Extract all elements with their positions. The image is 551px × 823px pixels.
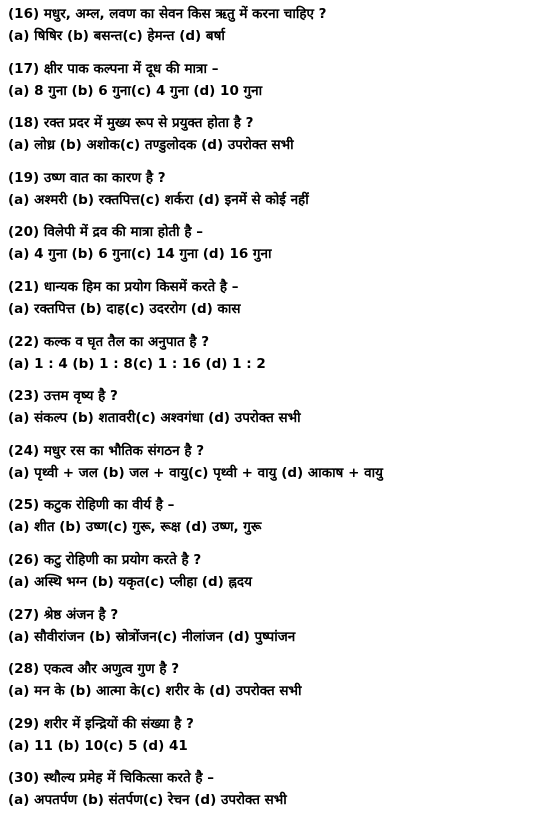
answer-options: (a) षिषिर (b) बसन्त(c) हेमन्त (d) बर्षा (8, 28, 225, 44)
answer-options: (a) 1 : 4 (b) 1 : 8(c) 1 : 16 (d) 1 : 2 (8, 355, 266, 372)
answer-options: (a) संकल्प (b) शतावरी(c) अश्वगंधा (d) उपरोक्त सभी (8, 410, 301, 427)
answer-options: (a) 4 गुना (b) 6 गुना(c) 14 गुना (d) 16 गुना (8, 246, 272, 263)
question-item (8, 659, 546, 714)
question-text: (28) एकत्व और अणुत्व गुण है ? (8, 661, 180, 678)
question-item (8, 605, 546, 660)
answer-options: (a) 11 (b) 10(c) 5 (d) 41 (8, 737, 188, 754)
answer-options: (a) पृथ्वी + जल (b) जल + वायु(c) पृथ्वी + वायु (d) आकाष + वायु (8, 464, 383, 481)
answer-options: (a) अश्मरी (b) रक्तपित्त(c) शर्करा (d) इनमें से कोई नहीं (8, 191, 309, 208)
question-text: (18) रक्त प्रदर में मुख्य रूप से प्रयुक्त होता है ? (8, 115, 254, 132)
question-list (8, 4, 546, 823)
question-text: (29) शरीर में इन्द्रियों की संख्या है ? (8, 715, 194, 732)
question-text: (30) स्थौल्य प्रमेह में चिकित्सा करते है – (8, 770, 215, 787)
question-item (8, 550, 546, 605)
question-text: (23) उत्तम वृष्य है ? (8, 388, 118, 405)
question-text: (24) मधुर रस का भौतिक संगठन है ? (8, 442, 205, 459)
question-item (8, 59, 546, 114)
question-text: (19) उष्ण वात का कारण है ? (8, 169, 166, 186)
question-item (8, 277, 546, 332)
question-text: (22) कल्क व घृत तैल का अनुपात है ? (8, 333, 210, 350)
question-item (8, 222, 546, 277)
question-item (8, 168, 546, 223)
answer-options: (a) 8 गुना (b) 6 गुना(c) 4 गुना (d) 10 गुना (8, 82, 263, 99)
question-item (8, 113, 546, 168)
question-text: (25) कटुक रोहिणी का वीर्य है – (8, 497, 175, 514)
question-text: (21) धान्यक हिम का प्रयोग किसमें करते है – (8, 278, 239, 295)
answer-options: (a) सौवीरांजन (b) स्रोत्रोंजन(c) नीलांजन (d) पुष्पांजन (8, 628, 296, 645)
answer-options: (a) लोध्र (b) अशोक(c) तण्डुलोदक (d) उपरोक्त सभी (8, 137, 294, 154)
question-item (8, 495, 546, 550)
question-item (8, 4, 546, 59)
answer-options: (a) मन के (b) आत्मा के(c) शरीर के (d) उपरोक्त सभी (8, 683, 302, 700)
answer-options: (a) रक्तपित्त (b) दाह(c) उदररोग (d) कास (8, 300, 241, 317)
question-text: (20) विलेपी में द्रव की मात्रा होती है – (8, 224, 203, 241)
question-text: (17) क्षीर पाक कल्पना में दूध की मात्रा – (8, 60, 219, 77)
question-text: (16) मधुर, अम्ल, लवण का सेवन किस ऋतु में करना चाहिए ? (8, 6, 327, 22)
question-item (8, 714, 546, 769)
answer-options: (a) अस्थि भग्न (b) यकृत(c) प्लीहा (d) ह्नदय (8, 573, 252, 590)
question-item (8, 441, 546, 496)
answer-options: (a) शीत (b) उष्ण(c) गुरू, रूक्ष (d) उष्ण, गुरू (8, 519, 262, 536)
question-text: (26) कटु रोहिणी का प्रयोग करते है ? (8, 551, 202, 568)
question-item (8, 386, 546, 441)
question-text: (27) श्रेष्ठ अंजन है ? (8, 606, 119, 623)
answer-options: (a) अपतर्पण (b) संतर्पण(c) रेचन (d) उपरोक्त सभी (8, 792, 287, 809)
question-item (8, 768, 546, 823)
question-item (8, 332, 546, 387)
